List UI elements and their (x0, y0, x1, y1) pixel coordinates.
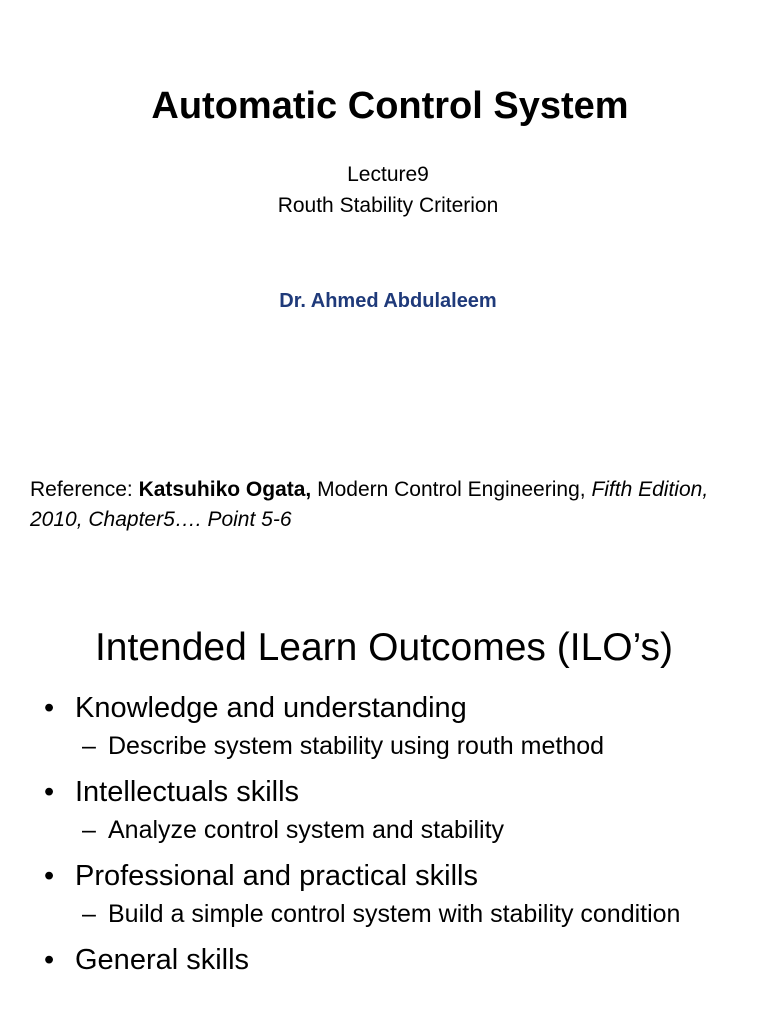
page-title: Automatic Control System (151, 85, 629, 127)
ilo-heading: Intended Learn Outcomes (ILO’s) (94, 626, 674, 669)
list-item (44, 856, 744, 896)
bullet-icon: • (44, 860, 55, 892)
list-item (44, 940, 744, 980)
reference-edition: Fifth Edition, 2010, Chapter5…. Point 5-6 (30, 478, 709, 531)
sub-list-item-label: Build a simple control system with stability condition (108, 900, 681, 928)
list-item (44, 688, 744, 728)
bullet-icon: • (44, 692, 55, 724)
sub-list-item (44, 898, 744, 930)
lecture-topic: Routh Stability Criterion (277, 194, 499, 217)
sub-list-item-label: Analyze control system and stability (108, 816, 505, 844)
sub-list-item-label: Describe system stability using routh method (108, 732, 605, 760)
bullet-icon: • (44, 776, 55, 808)
sub-list-item (44, 814, 744, 846)
sub-list-item (44, 730, 744, 762)
dash-icon: – (82, 900, 96, 928)
list-item-label: Professional and practical skills (75, 860, 478, 892)
reference-author: Katsuhiko Ogata, (138, 478, 312, 501)
list-item-label: General skills (75, 944, 250, 976)
lecture-number: Lecture9 (347, 163, 429, 186)
author-name: Dr. Ahmed Abdulaleem (279, 290, 497, 312)
reference-book: Modern Control Engineering, (311, 478, 592, 501)
list-item-label: Intellectuals skills (75, 776, 300, 808)
dash-icon: – (82, 732, 96, 760)
dash-icon: – (82, 816, 96, 844)
list-item-label: Knowledge and understanding (75, 692, 467, 724)
bullet-icon: • (44, 944, 55, 976)
list-item (44, 772, 744, 812)
ilo-list (44, 688, 744, 980)
reference-prefix: Reference: (30, 478, 139, 501)
reference-text (30, 475, 750, 535)
